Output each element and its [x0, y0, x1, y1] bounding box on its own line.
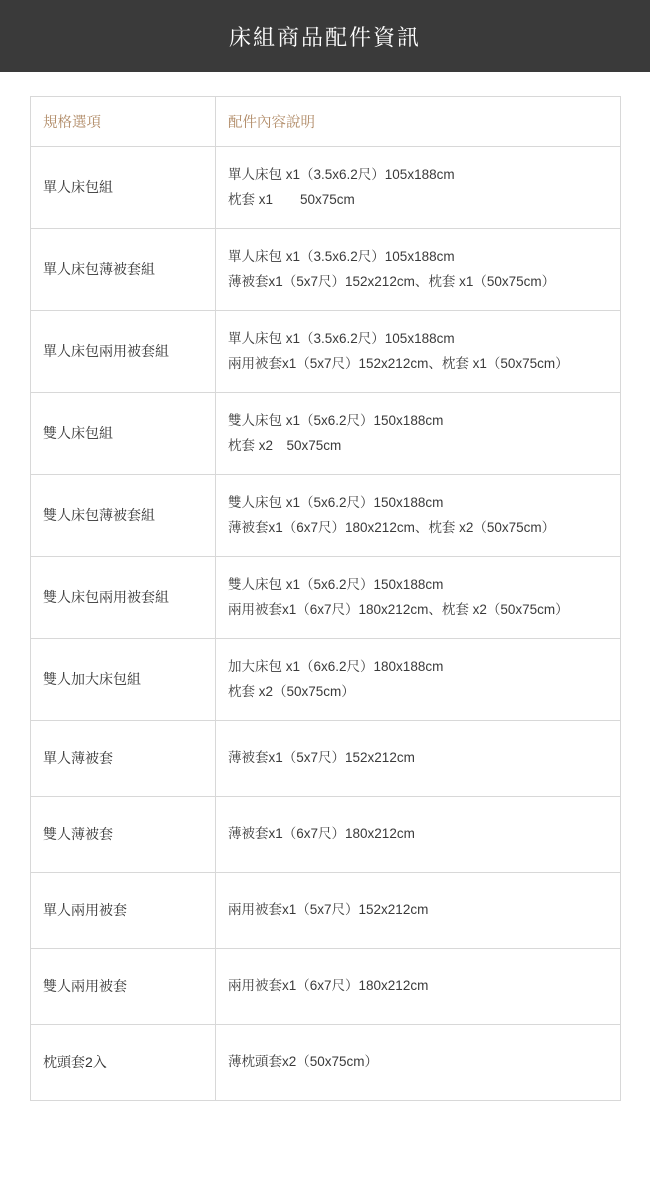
- table-row: [31, 557, 621, 639]
- table-row: [31, 721, 621, 797]
- row-description: [216, 147, 621, 229]
- table-row: [31, 393, 621, 475]
- description-line: 兩用被套x1（6x7尺）180x212cm: [228, 978, 429, 994]
- row-option: 單人床包薄被套組: [31, 229, 216, 311]
- table-row: [31, 311, 621, 393]
- description-line: 枕套 x2 50x75cm: [228, 437, 342, 453]
- table-body: [31, 147, 621, 1101]
- row-description: [216, 949, 621, 1025]
- page-title: 床組商品配件資訊: [228, 24, 421, 50]
- row-description: [216, 1025, 621, 1101]
- row-option: 單人薄被套: [31, 721, 216, 797]
- table-row: [31, 949, 621, 1025]
- row-option: 枕頭套2入: [31, 1025, 216, 1101]
- row-option: 雙人床包組: [31, 393, 216, 475]
- row-description: [216, 311, 621, 393]
- row-option: 雙人床包薄被套組: [31, 475, 216, 557]
- description-line: 薄被套x1（6x7尺）180x212cm、枕套 x2（50x75cm）: [228, 519, 556, 535]
- description-line: 枕套 x1 50x75cm: [228, 191, 355, 207]
- table-head: [31, 97, 621, 147]
- description-line: 單人床包 x1（3.5x6.2尺）105x188cm: [228, 330, 455, 346]
- description-line: 薄被套x1（5x7尺）152x212cm、枕套 x1（50x75cm）: [228, 273, 556, 289]
- row-description: [216, 229, 621, 311]
- description-line: 兩用被套x1（6x7尺）180x212cm、枕套 x2（50x75cm）: [228, 601, 569, 617]
- description-line: 單人床包 x1（3.5x6.2尺）105x188cm: [228, 248, 455, 264]
- description-line: 加大床包 x1（6x6.2尺）180x188cm: [228, 658, 444, 674]
- table-header-row: [31, 97, 621, 147]
- row-option: 單人床包組: [31, 147, 216, 229]
- row-description: [216, 797, 621, 873]
- row-option: 雙人薄被套: [31, 797, 216, 873]
- row-option: 雙人兩用被套: [31, 949, 216, 1025]
- table-row: [31, 475, 621, 557]
- row-option: 單人床包兩用被套組: [31, 311, 216, 393]
- description-line: 薄被套x1（6x7尺）180x212cm: [228, 826, 415, 842]
- row-description: [216, 557, 621, 639]
- row-option: 雙人加大床包組: [31, 639, 216, 721]
- description-line: 雙人床包 x1（5x6.2尺）150x188cm: [228, 494, 444, 510]
- table-row: [31, 873, 621, 949]
- row-option: 雙人床包兩用被套組: [31, 557, 216, 639]
- column-header-description: 配件內容說明: [216, 97, 621, 147]
- description-line: 薄枕頭套x2（50x75cm）: [228, 1054, 379, 1070]
- row-description: [216, 393, 621, 475]
- row-option: 單人兩用被套: [31, 873, 216, 949]
- table-row: [31, 797, 621, 873]
- description-line: 單人床包 x1（3.5x6.2尺）105x188cm: [228, 166, 455, 182]
- description-line: 雙人床包 x1（5x6.2尺）150x188cm: [228, 412, 444, 428]
- page-header: [0, 0, 650, 72]
- column-header-option: 規格選項: [31, 97, 216, 147]
- table-row: [31, 229, 621, 311]
- description-line: 枕套 x2（50x75cm）: [228, 683, 355, 699]
- description-line: 雙人床包 x1（5x6.2尺）150x188cm: [228, 576, 444, 592]
- table-row: [31, 639, 621, 721]
- description-line: 兩用被套x1（5x7尺）152x212cm、枕套 x1（50x75cm）: [228, 355, 569, 371]
- spec-table-container: [0, 72, 650, 1101]
- description-line: 薄被套x1（5x7尺）152x212cm: [228, 750, 415, 766]
- row-description: [216, 873, 621, 949]
- description-line: 兩用被套x1（5x7尺）152x212cm: [228, 902, 429, 918]
- row-description: [216, 721, 621, 797]
- accessory-spec-table: [30, 96, 621, 1101]
- table-row: [31, 1025, 621, 1101]
- table-row: [31, 147, 621, 229]
- row-description: [216, 475, 621, 557]
- row-description: [216, 639, 621, 721]
